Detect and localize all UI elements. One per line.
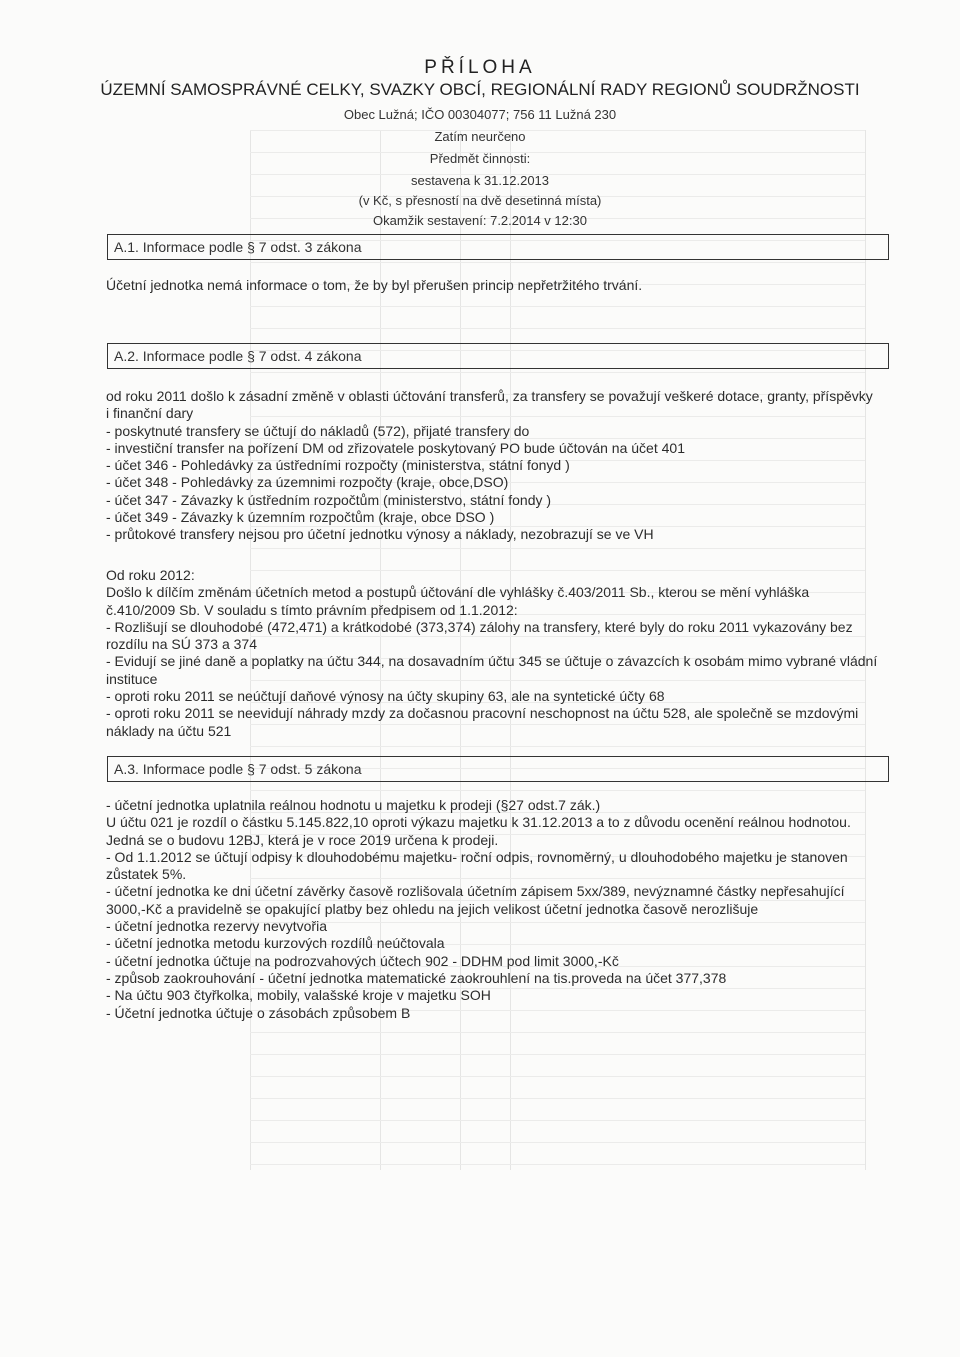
text-line: - Na účtu 903 čtyřkolka, mobily, valašské kroje v majetku SOH	[106, 987, 491, 1004]
text-line: - poskytnuté transfery se účtují do nákladů (572), přijaté transfery do	[106, 422, 530, 439]
text-line: Jedná se o budovu 12BJ, která je v roce 2019 určena k prodeji.	[106, 831, 499, 848]
text-line: - účetní jednotka rezervy nevytvořia	[106, 918, 327, 935]
text-line: - Evidují se jiné daně a poplatky na účtu 344, na dosavadním účtu 345 se účtuje o závazcích k osobám mimo vybrané vládní	[106, 653, 878, 670]
text-line: - investiční transfer na pořízení DM od zřizovatele poskytovaný PO bude účtován na účet 401	[106, 439, 685, 456]
section-a2-header	[107, 343, 889, 369]
text-line: - účetní jednotka metodu kurzových rozdílů neúčtovala	[106, 935, 445, 952]
text-line: - účetní jednotka účtuje na podrozvahových účtech 902 - DDHM pod limit 3000,-Kč	[106, 952, 619, 969]
page-subtitle: ÚZEMNÍ SAMOSPRÁVNÉ CELKY, SVAZKY OBCÍ, REGIONÁLNÍ RADY REGIONŮ SOUDRŽNOSTI	[100, 80, 860, 99]
text-line: Došlo k dílčím změnám účetních metod a postupů účtování dle vyhlášky č.403/2011 Sb., kterou se mění vyhláška	[106, 584, 810, 601]
text-line: - způsob zaokrouhování - účetní jednotka matematické zaokrouhlení na tis.proveda na účet 377,378	[106, 969, 727, 986]
date-line: sestavena k 31.12.2013	[410, 173, 550, 188]
organization-line: Obec Lužná; IČO 00304077; 756 11 Lužná 230	[343, 107, 617, 122]
text-line: - účet 346 - Pohledávky za ústředními rozpočty (ministerstva, státní fonyd )	[106, 457, 570, 474]
text-line: - Rozlišují se dlouhodobé (472,471) a krátkodobé (373,374) zálohy na transfery, které byly do roku 2011 vykazovány bez	[106, 618, 853, 635]
section-a1-header	[107, 234, 889, 260]
text-line: - Od 1.1.2012 se účtují odpisy k dlouhodobému majetku- roční odpis, rovnoměrný, u dlouhodobého majetku je stanoven	[106, 848, 848, 865]
text-line: rozdílu na SÚ 373 a 374	[106, 636, 257, 653]
text-line: 3000,-Kč a pravidelně se opakující platby bez ohledu na jejich velikost účetní jednotka časově nerozlišuje	[106, 900, 759, 917]
section-a2-title: A.2. Informace podle § 7 odst. 4 zákona	[114, 348, 362, 364]
text-line: - účetní jednotka uplatnila reálnou hodnotu u majetku k prodeji (§27 odst.7 zák.)	[106, 797, 601, 813]
text-line: Od roku 2012:	[106, 566, 195, 583]
text-line: od roku 2011 došlo k zásadní změně v oblasti účtování transferů, za transfery se považují veškeré dotace, granty, příspěvky	[106, 388, 873, 404]
text-line: náklady na účtu 521	[106, 722, 232, 739]
text-line: Účetní jednotka nemá informace o tom, že by byl přerušen princip nepřetržitého trvání.	[106, 277, 643, 293]
section-a1-text	[106, 277, 896, 294]
section-a1-title: A.1. Informace podle § 7 odst. 3 zákona	[114, 239, 362, 255]
activity-line: Předmět činnosti:	[429, 151, 531, 166]
text-line: - průtokové transfery nejsou pro účetní jednotku výnosy a náklady, nezobrazují se ve VH	[106, 526, 654, 543]
section-a3-header	[107, 756, 889, 782]
text-line: U účtu 021 je rozdíl o částku 5.145.822,10 oproti výkazu majetku k 31.12.2013 a to z důvodu ocenění reálnou hodnotou.	[106, 814, 851, 831]
text-line: - účetní jednotka ke dni účetní závěrky časově rozlišovala účetním zápisem 5xx/389, nevýznamné částky nepřesahující	[106, 883, 845, 900]
blank-line	[106, 544, 896, 561]
page-title: PŘÍLOHA	[424, 57, 536, 78]
section-a2-text	[106, 388, 896, 740]
text-line: instituce	[106, 670, 158, 687]
text-line: - oproti roku 2011 se neevidují náhrady mzdy za dočasnou pracovní neschopnost na účtu 528, ale společně se mzdovými	[106, 705, 859, 722]
text-line: - oproti roku 2011 se neúčtují daňové výnosy na účty skupiny 63, ale na syntetické účty 68	[106, 688, 665, 705]
text-line: - účet 347 - Závazky k ústředním rozpočtům (ministerstvo, státní fondy )	[106, 491, 552, 508]
text-line: - účet 348 - Pohledávky za územnimi rozpočty (kraje, obce,DSO)	[106, 474, 509, 491]
precision-line: (v Kč, s přesností na dvě desetinná místa)	[358, 193, 602, 208]
section-a3-title: A.3. Informace podle § 7 odst. 5 zákona	[114, 761, 362, 777]
status-line: Zatím neurčeno	[434, 129, 526, 144]
section-a3-text	[106, 797, 896, 1022]
text-line: zůstatek 5%.	[106, 866, 187, 883]
text-line: - Účetní jednotka účtuje o zásobách způsobem B	[106, 1004, 411, 1021]
text-line: - účet 349 - Závazky k územním rozpočtům (kraje, obce DSO )	[106, 509, 495, 526]
text-line: i finanční dary	[106, 405, 194, 422]
text-line: č.410/2009 Sb. V souladu s tímto právním předpisem od 1.1.2012:	[106, 601, 518, 618]
compiled-line: Okamžik sestavení: 7.2.2014 v 12:30	[373, 213, 587, 228]
